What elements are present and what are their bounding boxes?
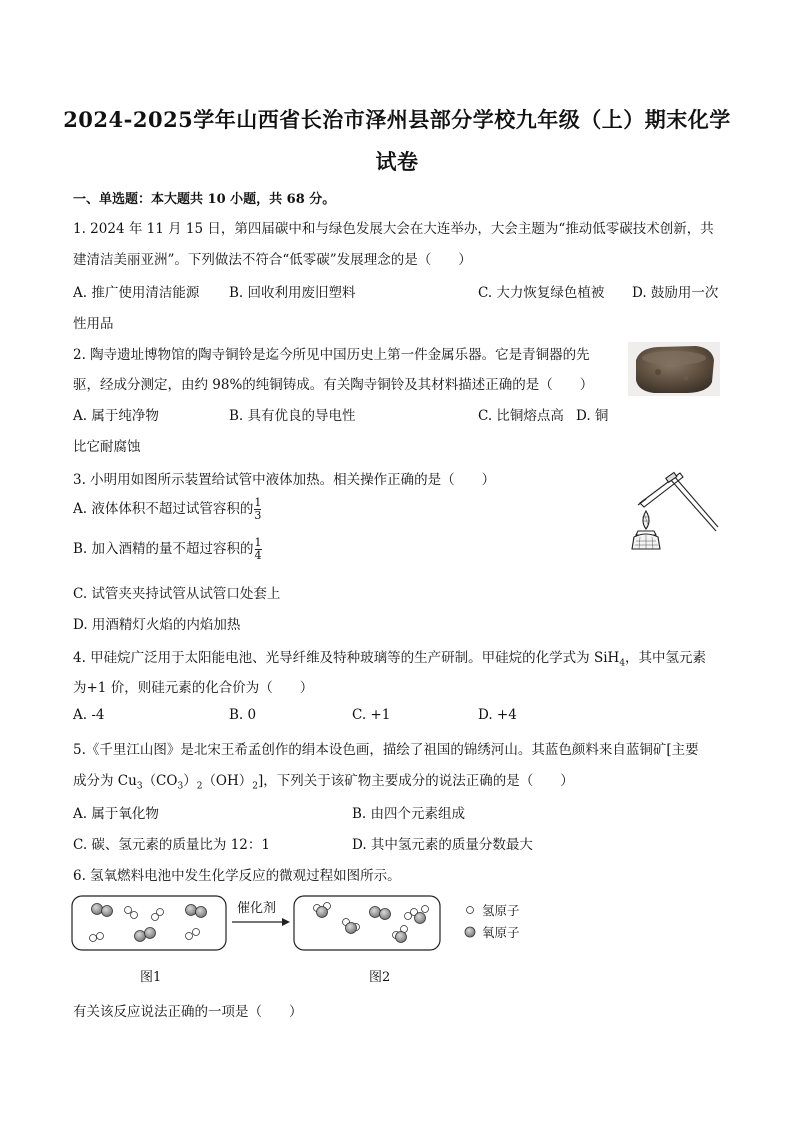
q1-option-d-cont: 性用品 <box>73 316 114 332</box>
fraction-one-quarter <box>255 537 262 562</box>
q4-stem-line1 <box>73 646 706 669</box>
figure1-caption: 图1 <box>140 970 162 985</box>
bronze-bell-photo <box>628 342 720 396</box>
reaction-diagram <box>70 892 530 956</box>
fraction-numerator: 1 <box>254 536 262 549</box>
q5-option-b: B. 由四个元素组成 <box>352 806 466 822</box>
q1-option-a: A. 推广使用清洁能源 <box>73 285 200 301</box>
q3-option-b <box>73 537 262 562</box>
q5-formula-part: （OH） <box>202 773 253 789</box>
q1-option-c: C. 大力恢复绿色植被 <box>478 285 605 301</box>
q3-option-a <box>73 497 261 522</box>
q4-stem-text-end: ，其中氢元素 <box>625 650 707 666</box>
q5-subscript: 2 <box>252 781 259 792</box>
q1-stem-line2: 建清洁美丽亚洲”。下列做法不符合“低零碳”发展理念的是（ ） <box>73 252 472 268</box>
q5-subscript: 3 <box>136 781 143 792</box>
q3-option-b-text: B. 加入酒精的量不超过容积的 <box>73 541 254 557</box>
q3-stem-line1: 3. 小明用如图所示装置给试管中液体加热。相关操作正确的是（ ） <box>73 472 496 488</box>
q2-option-d-cont: 比它耐腐蚀 <box>73 439 141 455</box>
page-title: 2024-2025学年山西省长治市泽州县部分学校九年级（上）期末化学 <box>63 107 731 132</box>
q1-option-b: B. 回收利用废旧塑料 <box>229 285 356 301</box>
q1-stem-line1: 1. 2024 年 11 月 15 日，第四届碳中和与绿色发展大会在大连举办，大会主题为“推动低零碳技术创新，共 <box>73 221 714 237</box>
fraction-denominator: 4 <box>254 549 262 562</box>
q6-stem-line2: 有关该反应说法正确的一项是（ ） <box>73 1004 303 1020</box>
q5-option-d: D. 其中氢元素的质量分数最大 <box>352 837 533 853</box>
figure2-caption: 图2 <box>369 970 391 985</box>
q2-stem-line1: 2. 陶寺遗址博物馆的陶寺铜铃是迄今所见中国历史上第一件金属乐器。它是青铜器的先 <box>73 347 590 363</box>
q4-option-c: C. +1 <box>352 707 391 723</box>
oxygen-atom-icon <box>465 927 475 937</box>
q5-formula-part: ） <box>183 773 197 789</box>
page-title-line2: 试卷 <box>375 149 419 174</box>
test-tube-heating-diagram <box>630 465 722 553</box>
q3-option-a-text: A. 液体体积不超过试管容积的 <box>73 501 254 517</box>
q6-stem-line1: 6. 氢氧燃料电池中发生化学反应的微观过程如图所示。 <box>73 868 401 884</box>
q2-option-c: C. 比铜熔点高 <box>478 408 564 424</box>
q2-option-a: A. 属于纯净物 <box>73 408 159 424</box>
legend-oxygen-label: 氧原子 <box>482 925 520 940</box>
fraction-one-third <box>254 497 261 522</box>
q2-option-b: B. 具有优良的导电性 <box>229 408 356 424</box>
q5-option-c: C. 碳、氢元素的质量比为 12：1 <box>73 837 270 853</box>
q4-stem-text: 4. 甲硅烷广泛用于太阳能电池、光导纤维及特种玻璃等的生产研制。甲硅烷的化学式为 SiH <box>73 650 620 666</box>
q5-subscript: 2 <box>196 781 203 792</box>
q5-stem-line2 <box>73 769 574 792</box>
q4-subscript: 4 <box>619 658 626 669</box>
q1-option-d: D. 鼓励用一次 <box>632 285 719 301</box>
legend-hydrogen-label: 氢原子 <box>482 903 520 918</box>
q5-formula-part: （CO <box>142 773 178 789</box>
q5-stem-line1: 5.《千里江山图》是北宋王希孟创作的绢本设色画，描绘了祖国的锦绣河山。其蓝色颜料来自蓝铜矿[主要 <box>73 742 699 758</box>
q3-option-c: C. 试管夹夹持试管从试管口处套上 <box>73 586 281 602</box>
q4-option-a: A. -4 <box>73 707 105 723</box>
q4-option-d: D. +4 <box>478 707 517 723</box>
q5-formula-part: 成分为 Cu <box>73 773 137 789</box>
q4-stem-line2: 为+1 价，则硅元素的化合价为（ ） <box>73 680 314 696</box>
catalyst-label: 催化剂 <box>237 901 277 916</box>
section-heading: 一、单选题：本大题共 10 小题，共 68 分。 <box>73 192 336 207</box>
fraction-numerator: 1 <box>254 496 262 509</box>
q5-option-a: A. 属于氧化物 <box>73 806 159 822</box>
q2-stem-line2: 驱，经成分测定，由约 98%的纯铜铸成。有关陶寺铜铃及其材料描述正确的是（ ） <box>73 377 594 393</box>
q2-option-d: D. 铜 <box>576 408 609 424</box>
q4-option-b: B. 0 <box>229 707 257 723</box>
q5-subscript: 3 <box>177 781 184 792</box>
q5-stem-text-end: ]，下列关于该矿物主要成分的说法正确的是（ ） <box>258 773 574 789</box>
fraction-denominator: 3 <box>254 509 262 522</box>
q3-option-d: D. 用酒精灯火焰的内焰加热 <box>73 617 241 633</box>
hydrogen-atom-icon <box>467 907 474 914</box>
